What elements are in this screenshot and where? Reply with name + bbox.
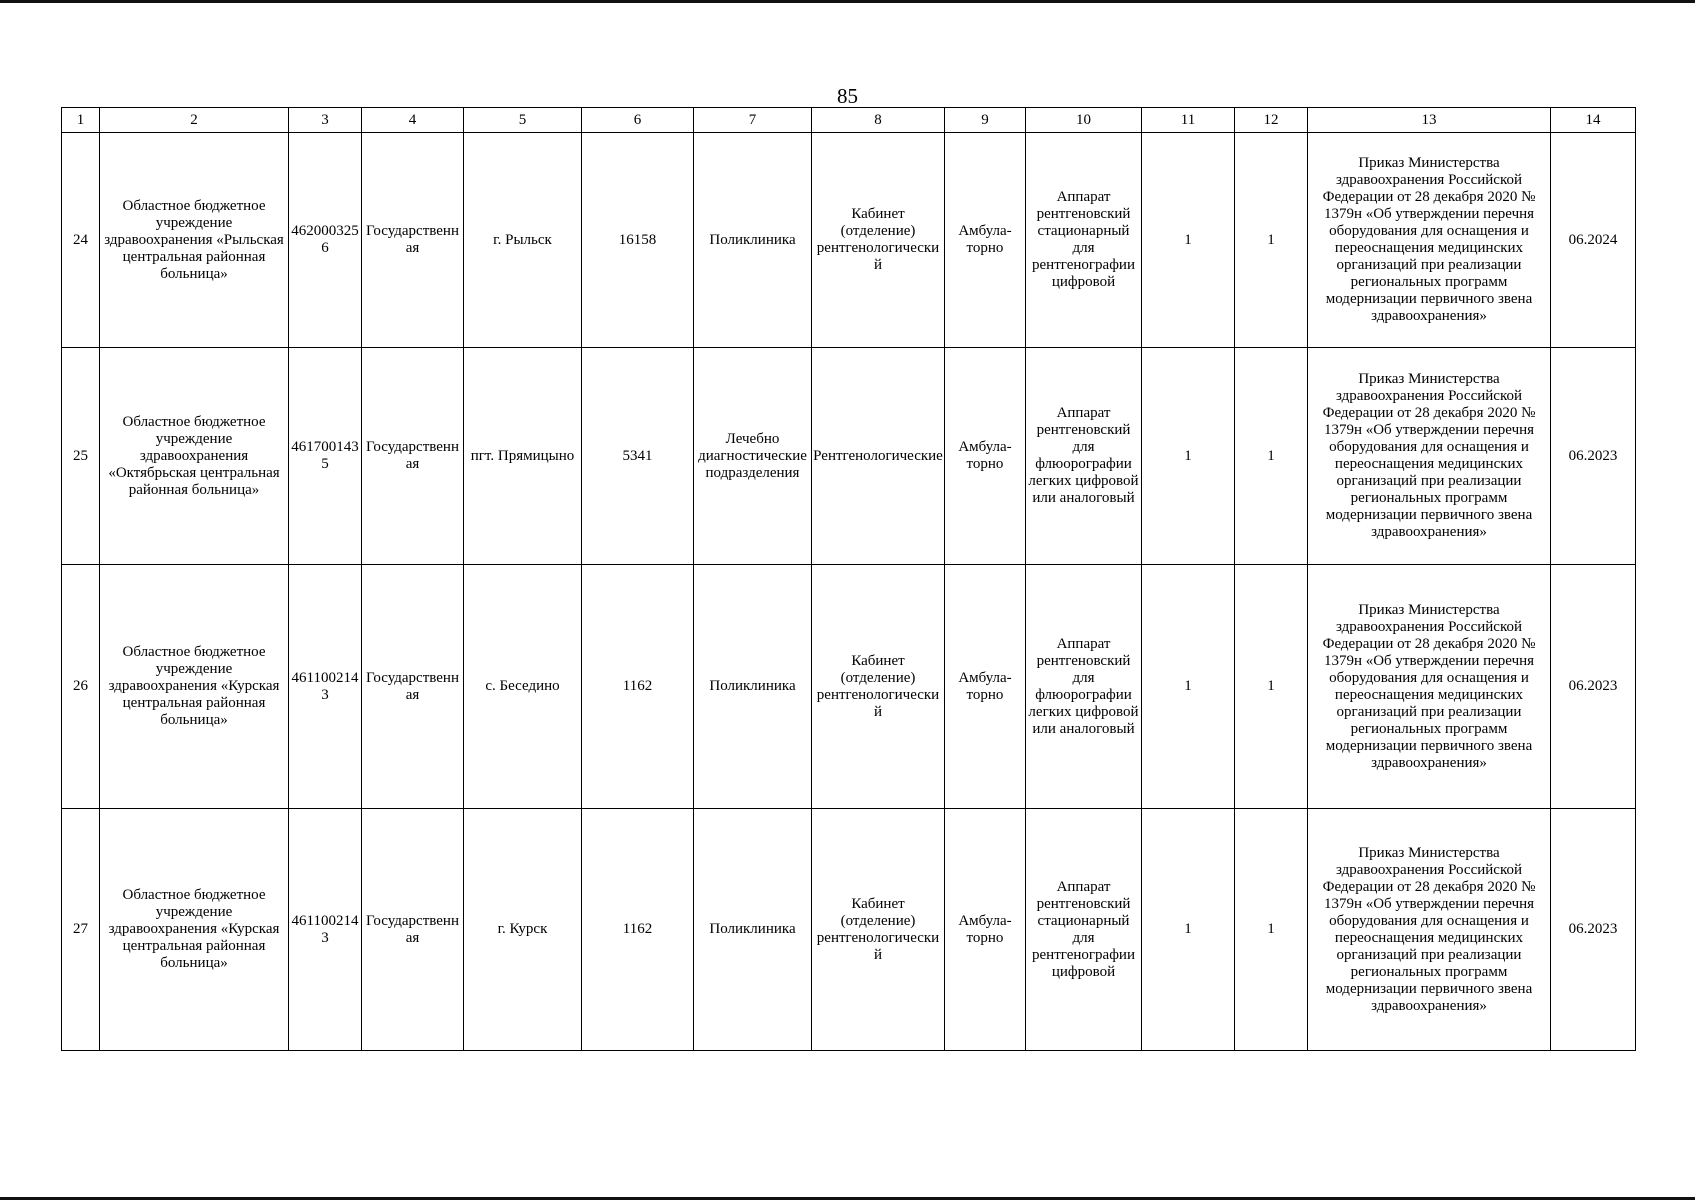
table-row [62,809,1636,1051]
column-header: 2 [100,108,289,133]
unit-type: Поликлиника [694,133,812,348]
due-date: 06.2024 [1551,133,1636,348]
organization-name: Областное бюджетное учреждение здравоохранения «Октябрьская центральная районная больница» [100,348,289,565]
due-date: 06.2023 [1551,809,1636,1051]
population: 16158 [582,133,694,348]
organization-code: 4611002143 [289,565,362,809]
population: 1162 [582,809,694,1051]
department: Кабинет (отделение) рентгенологический [812,809,945,1051]
column-header: 4 [362,108,464,133]
organization-name: Областное бюджетное учреждение здравоохранения «Курская центральная районная больница» [100,565,289,809]
page-number: 85 [837,84,858,108]
equipment: Аппарат рентгеновский стационарный для рентгенографии цифровой [1026,809,1142,1051]
column-header: 10 [1026,108,1142,133]
organization-name: Областное бюджетное учреждение здравоохранения «Курская центральная районная больница» [100,809,289,1051]
quantity-col11: 1 [1142,133,1235,348]
legal-basis: Приказ Министерства здравоохранения Российской Федерации от 28 декабря 2020 № 1379н «Об утверждении перечня оборудования для оснащения и переоснащения медицинских организаций при реализации региональных программ модернизации первичного звена здравоохранения» [1308,809,1551,1051]
locality: г. Курск [464,809,582,1051]
locality: г. Рыльск [464,133,582,348]
column-header: 3 [289,108,362,133]
department: Рентгенологические [812,348,945,565]
column-header: 1 [62,108,100,133]
quantity-col12: 1 [1235,809,1308,1051]
due-date: 06.2023 [1551,565,1636,809]
ownership-form: Государственная [362,348,464,565]
unit-type: Поликлиника [694,565,812,809]
care-form: Амбула-торно [945,565,1026,809]
quantity-col12: 1 [1235,133,1308,348]
quantity-col11: 1 [1142,348,1235,565]
quantity-col11: 1 [1142,565,1235,809]
legal-basis: Приказ Министерства здравоохранения Российской Федерации от 28 декабря 2020 № 1379н «Об утверждении перечня оборудования для оснащения и переоснащения медицинских организаций при реализации региональных программ модернизации первичного звена здравоохранения» [1308,348,1551,565]
header-row [62,108,1636,133]
quantity-col12: 1 [1235,565,1308,809]
column-header: 14 [1551,108,1636,133]
row-number: 25 [62,348,100,565]
equipment: Аппарат рентгеновский для флюорографии легких цифровой или аналоговый [1026,565,1142,809]
column-header: 6 [582,108,694,133]
organization-code: 4620003256 [289,133,362,348]
equipment: Аппарат рентгеновский для флюорографии легких цифровой или аналоговый [1026,348,1142,565]
equipment-table [61,107,1636,1051]
equipment: Аппарат рентгеновский стационарный для рентгенографии цифровой [1026,133,1142,348]
table-row [62,348,1636,565]
department: Кабинет (отделение) рентгенологический [812,133,945,348]
scan-border-top [0,0,1695,3]
ownership-form: Государственная [362,565,464,809]
organization-code: 4611002143 [289,809,362,1051]
column-header: 9 [945,108,1026,133]
column-header: 11 [1142,108,1235,133]
organization-code: 4617001435 [289,348,362,565]
due-date: 06.2023 [1551,348,1636,565]
column-header: 5 [464,108,582,133]
unit-type: Поликлиника [694,809,812,1051]
column-header: 7 [694,108,812,133]
organization-name: Областное бюджетное учреждение здравоохранения «Рыльская центральная районная больница» [100,133,289,348]
locality: пгт. Прямицыно [464,348,582,565]
ownership-form: Государственная [362,133,464,348]
legal-basis: Приказ Министерства здравоохранения Российской Федерации от 28 декабря 2020 № 1379н «Об утверждении перечня оборудования для оснащения и переоснащения медицинских организаций при реализации региональных программ модернизации первичного звена здравоохранения» [1308,133,1551,348]
row-number: 26 [62,565,100,809]
row-number: 24 [62,133,100,348]
legal-basis: Приказ Министерства здравоохранения Российской Федерации от 28 декабря 2020 № 1379н «Об утверждении перечня оборудования для оснащения и переоснащения медицинских организаций при реализации региональных программ модернизации первичного звена здравоохранения» [1308,565,1551,809]
column-header: 8 [812,108,945,133]
care-form: Амбула-торно [945,133,1026,348]
unit-type: Лечебно диагностические подразделения [694,348,812,565]
table-row [62,133,1636,348]
column-header: 12 [1235,108,1308,133]
population: 1162 [582,565,694,809]
department: Кабинет (отделение) рентгенологический [812,565,945,809]
locality: с. Беседино [464,565,582,809]
column-header: 13 [1308,108,1551,133]
care-form: Амбула-торно [945,348,1026,565]
care-form: Амбула-торно [945,809,1026,1051]
quantity-col12: 1 [1235,348,1308,565]
ownership-form: Государственная [362,809,464,1051]
quantity-col11: 1 [1142,809,1235,1051]
table-row [62,565,1636,809]
row-number: 27 [62,809,100,1051]
population: 5341 [582,348,694,565]
